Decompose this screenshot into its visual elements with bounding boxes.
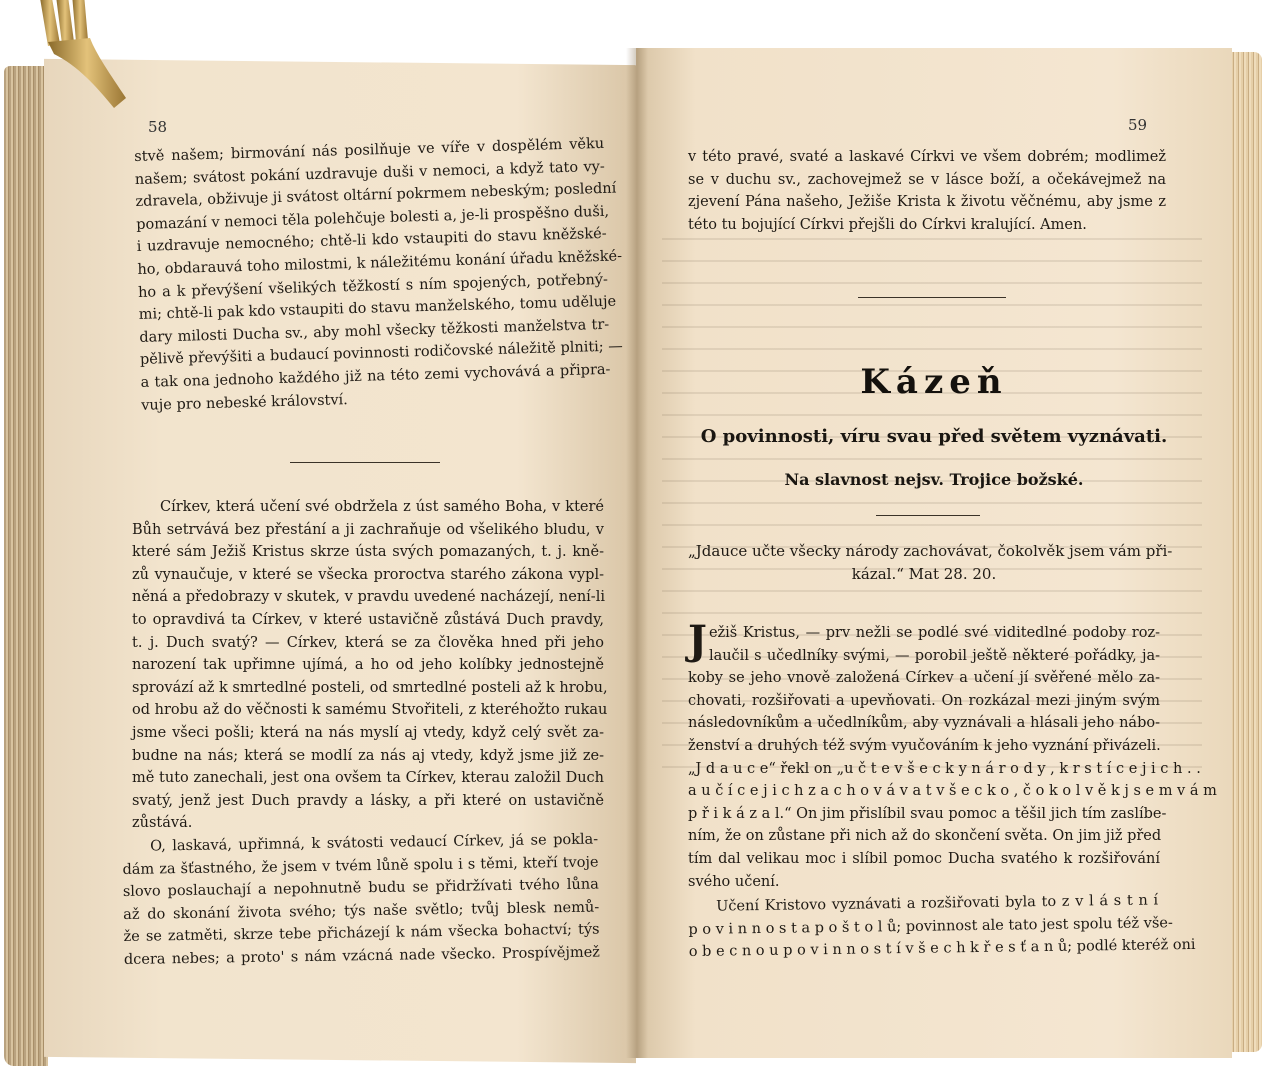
text-line: Učení Kristovo vyznávati a rozšiřovati byla to z v l á s t n í bbox=[716, 892, 1159, 915]
text-line: zdravela, obživuje ji svátost oltární pokrmem nebeským; poslední bbox=[135, 180, 617, 211]
text-line: p o v i n n o s t a p o š t o l ů; povinnost ale tato jest spolu též vše- bbox=[688, 914, 1173, 938]
text-line: sprovází až k smrtedlné posteli, od smrtedlné posteli až k hrobu, bbox=[132, 679, 608, 696]
text-line: které sám Ježiš Kristus skrze ústa svých pomazaných, t. j. kně- bbox=[132, 544, 604, 561]
text-line: dary milosti Ducha sv., aby mohl všecky těžkosti manželstva tr- bbox=[139, 316, 610, 346]
sermon-occasion: Na slavnost nejsv. Trojice božské. bbox=[784, 470, 1084, 489]
text-line: koby se jeho vnově založená Církev a učení jí svěřené mělo za- bbox=[688, 670, 1160, 687]
text-line: dcera nebes; a proto' s nám vzácná nade všecko. Prospívějmež bbox=[123, 944, 601, 968]
book-gutter bbox=[626, 48, 648, 1058]
text-line: následovníkům a učedlníkům, aby vyznávali a hlásali jeho nábo- bbox=[688, 715, 1160, 732]
right-paragraph-1 bbox=[688, 146, 1166, 236]
text-line: zů vynaučuje, v které se všecka proroctva starého zákona vypl- bbox=[132, 566, 604, 583]
text-line: pělivě převýšiti a budaucí povinnosti rodičovské náležitě plniti; — bbox=[139, 338, 624, 369]
page-number-right: 59 bbox=[1128, 116, 1148, 134]
text-line: laučil s učedlníky svými, — porobil ještě některé pořádky, ja- bbox=[708, 647, 1160, 664]
text-line: našem; svátost pokání uzdravuje duši v nemoci, a když tato vy- bbox=[134, 158, 605, 188]
heading-divider bbox=[876, 515, 980, 516]
text-line: svého učení. bbox=[688, 873, 780, 890]
text-line: i uzdravuje nemocného; chtě-li kdo vstaupiti do stavu kněžské- bbox=[136, 226, 607, 256]
section-divider-left bbox=[290, 462, 440, 463]
text-line: ním, že on zůstane při nich až do skončení světa. On jim již před bbox=[688, 828, 1162, 845]
text-line: že se zatměti, skrze tebe přicházejí k nám všecka bohactví; týs bbox=[123, 921, 600, 946]
page-number-left: 58 bbox=[148, 118, 168, 136]
text-line: to opravdivá ta Církev, v které ustavičně zůstává Duch pravdy, bbox=[132, 611, 604, 628]
text-line: o b e c n o u p o v i n n o s t í v š e c h k ř e s ť a n ů; podlé kteréž oni bbox=[688, 937, 1196, 961]
text-line: této tu bojující Církvi přejšli do Církvi kralující. Amen. bbox=[688, 216, 1087, 233]
drop-cap: J bbox=[688, 617, 707, 664]
sermon-subtitle: O povinnosti, víru svau před světem vyznávati. bbox=[700, 426, 1168, 447]
text-line: ho a k převýšení všelikých těžkostí s ním spojených, potřebný- bbox=[137, 271, 609, 301]
text-line: a tak ona jednoho každého již na této zemi vychovává a připra- bbox=[140, 361, 611, 391]
text-line: O, laskavá, upřimná, k svátosti vedaucí Církev, já se pokla- bbox=[150, 831, 599, 855]
fork-bookmark-icon bbox=[30, 0, 130, 114]
text-line: mi; chtě-li pak kdo vstaupiti do stavu manželského, tomu uděluje bbox=[138, 293, 617, 324]
text-line: svatý, jenž jest Duch pravdy a lásky, a při které on ustavičně bbox=[132, 792, 604, 809]
right-paragraph-3 bbox=[688, 889, 1196, 963]
sermon-heading: Kázeň bbox=[860, 362, 1008, 402]
text-line: dám za šťastného, že jsem v tvém lůně spolu i s těmi, kteří tvoje bbox=[122, 854, 599, 878]
text-line: stvě našem; birmování nás posilňuje ve víře v dospělém věku bbox=[134, 135, 605, 165]
text-line: pomazání v nemoci těla polehčuje bolesti a, je-li prospěšno duši, bbox=[135, 203, 610, 233]
text-line: ženství a druhých též svým vyučováním k jeho vyznání přivázeli. bbox=[688, 737, 1161, 754]
left-paragraph-3 bbox=[122, 829, 600, 972]
text-line: Církev, která učení své obdržela z úst samého Boha, v které bbox=[160, 499, 604, 515]
text-line: až do skonání života svého; týs naše světlo; tvůj blesk nemů- bbox=[123, 899, 600, 923]
text-line: budne na nás; která se modlí za nás aj vtedy, když jsme již ze- bbox=[132, 747, 604, 764]
text-line: narození tak upřimne ujímá, a ho od jeho kolíbky jednostejně bbox=[132, 657, 604, 674]
text-line: tím dal velikau moc i slíbil pomoc Ducha svatého k rozšiřování bbox=[688, 850, 1160, 867]
text-line: od hrobu až do věčnosti k samému Stvořiteli, z kteréhožto rukau bbox=[132, 702, 608, 719]
text-line: v této pravé, svaté a laskavé Církvi ve všem dobrém; modlimež bbox=[688, 149, 1166, 165]
text-line: ho, obdarauvá toho milostmi, k náležitému konání úřadu kněžské- bbox=[137, 248, 623, 278]
page-edges-left bbox=[4, 66, 48, 1066]
text-line: p ř i k á z a l.“ On jim přislíbil svau pomoc a těšil jich tím zaslíbe- bbox=[688, 805, 1167, 822]
text-line: a u č í c e j i c h z a c h o v á v a t v š e c k o , č o k o l v ě k j s e m v á m bbox=[688, 783, 1217, 800]
right-paragraph-2 bbox=[688, 617, 1217, 893]
text-line: Bůh setrvává bez přestání a ji zachraňuje od všelikého bludu, v bbox=[132, 521, 604, 538]
text-line: kázal.“ Mat 28. 20. bbox=[851, 564, 997, 583]
text-line: se v duchu sv., zachovejmež se v lásce boží, a očekávejmež na bbox=[688, 171, 1166, 188]
motto-quote bbox=[688, 540, 1173, 585]
text-line: zůstává. bbox=[132, 815, 193, 832]
text-line: něná a předobrazy v skutek, v pravdu uvedené nacházejí, není-li bbox=[132, 589, 605, 606]
text-line: chovati, rozšiřovati a upevňovati. On rozkázal mezi jiným svým bbox=[688, 692, 1160, 709]
text-line: „Jdauce učte všecky národy zachovávat, čokolvěk jsem vám při- bbox=[688, 542, 1173, 560]
section-divider-right bbox=[858, 297, 1006, 298]
text-line: slovo poslauchají a nepohnutně budu se přidržívati tvého lůna bbox=[122, 876, 599, 901]
text-line: „J d a u c e“ řekl on „u č t e v š e c k y n á r o d y , k r s t í c e j i c h . . bbox=[688, 760, 1201, 777]
text-line: zjevení Pána našeho, Ježiše Krista k životu věčnému, aby jsme z bbox=[688, 194, 1166, 211]
text-line: vuje pro nebeské království. bbox=[141, 391, 348, 414]
left-paragraph-1 bbox=[134, 133, 624, 417]
left-paragraph-2 bbox=[132, 496, 608, 835]
text-line: t. j. Duch svatý? — Církev, která se za člověka hned při jeho bbox=[132, 634, 604, 651]
text-line: mě tuto zanechali, jest ona ovšem ta Církev, kterau založil Duch bbox=[132, 770, 604, 787]
text-line: jsme všeci pošli; která na nás myslí aj vtedy, když celý svět za- bbox=[132, 724, 604, 741]
first-line-text: ežiš Kristus, — prv nežli se podlé své viditedlné podoby roz- bbox=[708, 625, 1160, 641]
